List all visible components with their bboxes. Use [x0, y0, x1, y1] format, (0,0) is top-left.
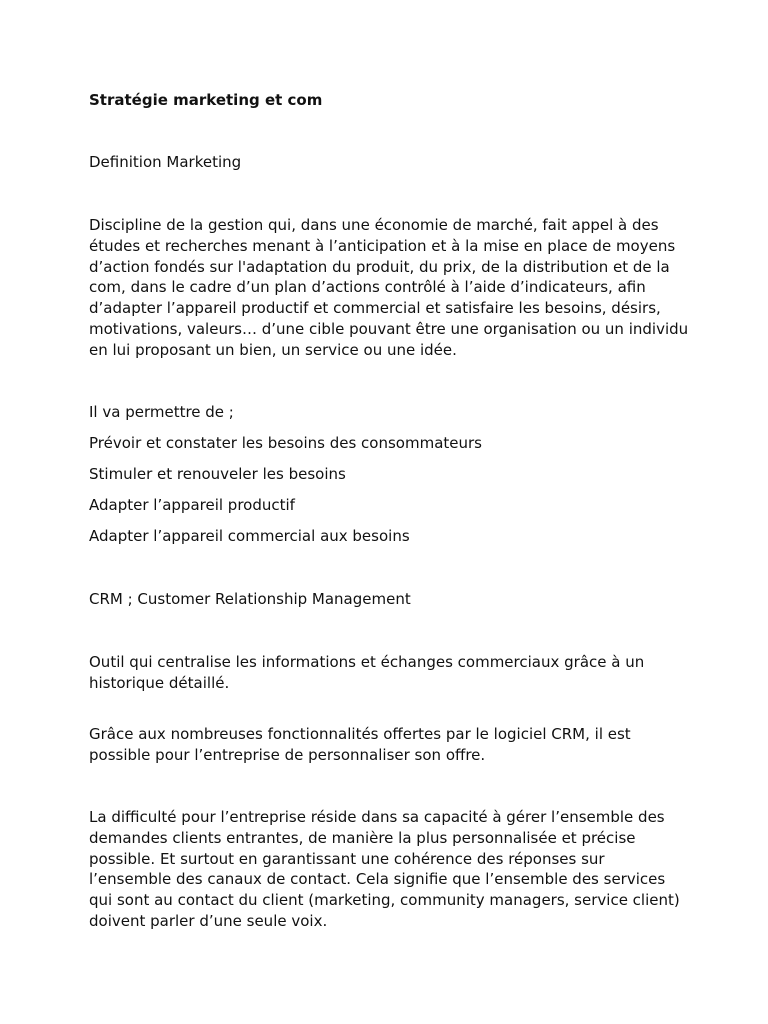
list-item: Stimuler et renouveler les besoins: [89, 465, 346, 483]
paragraph-marketing-definition: Discipline de la gestion qui, dans une économie de marché, fait appel à des études et recherches menant à l’anticipation et à la mise en place de moyens d’action fondés sur l'adaptation du produit, du prix, de la distribution et de la com, dans le cadre d’un plan d’actions contrôlé à l’aide d’indicateurs, afin d’adapter l’appareil productif et commercial et satisfaire les besoins, désirs, motivations, valeurs… d’une cible pouvant être une organisation ou un individu en lui proposant un bien, un service ou une idée.: [89, 216, 689, 359]
list-item: Adapter l’appareil productif: [89, 496, 295, 514]
paragraph-crm-difficulty: La difficulté pour l’entreprise réside dans sa capacité à gérer l’ensemble des demandes clients entrantes, de manière la plus personnalisée et précise possible. Et surtout en garantissant une cohérence des réponses sur l’ensemble des canaux de contact. Cela signifie que l’ensemble des services qui sont au contact du client (marketing, community managers, service client) doivent parler d’une seule voix.: [89, 808, 680, 930]
list-item: Adapter l’appareil commercial aux besoins: [89, 527, 410, 545]
paragraph-crm-tool: Outil qui centralise les informations et échanges commerciaux grâce à un historique détaillé.: [89, 653, 645, 692]
paragraph-crm-features: Grâce aux nombreuses fonctionnalités offertes par le logiciel CRM, il est possible pour l’entreprise de personnaliser son offre.: [89, 725, 631, 764]
list-item: Prévoir et constater les besoins des consommateurs: [89, 434, 482, 452]
list-intro: Il va permettre de ;: [89, 403, 234, 421]
document-title: Stratégie marketing et com: [89, 91, 323, 109]
section-heading-crm: CRM ; Customer Relationship Management: [89, 590, 411, 608]
section-heading-marketing: Definition Marketing: [89, 153, 242, 171]
